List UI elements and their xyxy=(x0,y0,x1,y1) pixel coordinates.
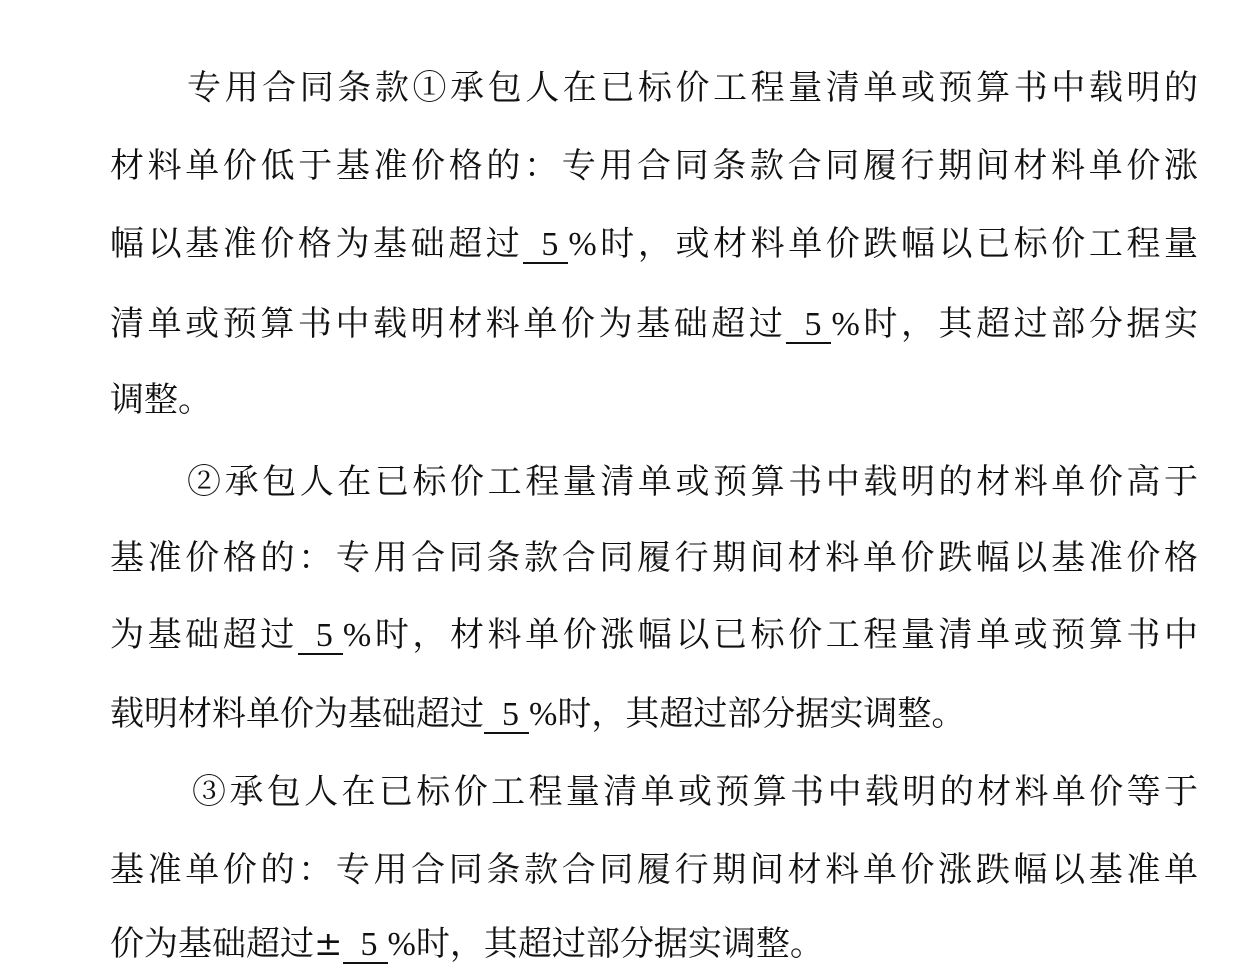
para3-line3-text-a: 价为基础超过± xyxy=(110,924,343,964)
para1-line4-percent: % xyxy=(831,306,860,343)
para3-line3-text-b: 时，其超过部分据实调整。 xyxy=(415,924,824,964)
para1-line3-percent: % xyxy=(568,226,597,263)
para3-line3-percent: % xyxy=(387,926,416,963)
para2-line4-value: 5 xyxy=(484,698,529,734)
para1-line2: 材料单价低于基准价格的：专用合同条款合同履行期间材料单价涨 xyxy=(110,146,1198,186)
para1-line3-text-b: 时，或材料单价跌幅以已标价工程量 xyxy=(596,224,1199,264)
para1-line3-text-a: 幅以基准价格为基础超过 xyxy=(110,224,524,264)
para2-line4-text-a: 载明材料单价为基础超过 xyxy=(110,694,484,734)
para2-line3-value: 5 xyxy=(298,619,343,655)
para1-line4-text-b: 时，其超过部分据实 xyxy=(859,304,1199,344)
para3-line3 xyxy=(110,918,824,970)
para3-line3-value: 5 xyxy=(343,928,388,964)
para2-line4-percent: % xyxy=(529,696,558,733)
para2-line4-text-b: 时，其超过部分据实调整。 xyxy=(557,694,966,734)
para2-line2: 基准价格的：专用合同条款合同履行期间材料单价跌幅以基准价格 xyxy=(110,538,1198,578)
para3-line2: 基准单价的：专用合同条款合同履行期间材料单价涨跌幅以基准单 xyxy=(110,850,1198,890)
para2-line4 xyxy=(110,688,965,740)
para1-line1: 专用合同条款①承包人在已标价工程量清单或预算书中载明的 xyxy=(187,68,1198,108)
para2-line3-percent: % xyxy=(342,617,372,654)
para1-line3-value: 5 xyxy=(523,228,568,264)
para2-line3-text-b: 时，材料单价涨幅以已标价工程量清单或预算书中 xyxy=(371,615,1199,655)
para1-line5: 调整。 xyxy=(110,380,212,420)
para2-line1: ②承包人在已标价工程量清单或预算书中载明的材料单价高于 xyxy=(187,462,1198,502)
para1-line3 xyxy=(110,218,1198,270)
para2-line3 xyxy=(110,609,1198,661)
para1-line4 xyxy=(110,298,1198,350)
para1-line4-text-a: 清单或预算书中载明材料单价为基础超过 xyxy=(110,304,787,344)
para3-line1: ③承包人在已标价工程量清单或预算书中载明的材料单价等于 xyxy=(192,772,1198,812)
para1-line4-value: 5 xyxy=(786,308,831,344)
para2-line3-text-a: 为基础超过 xyxy=(110,615,298,655)
